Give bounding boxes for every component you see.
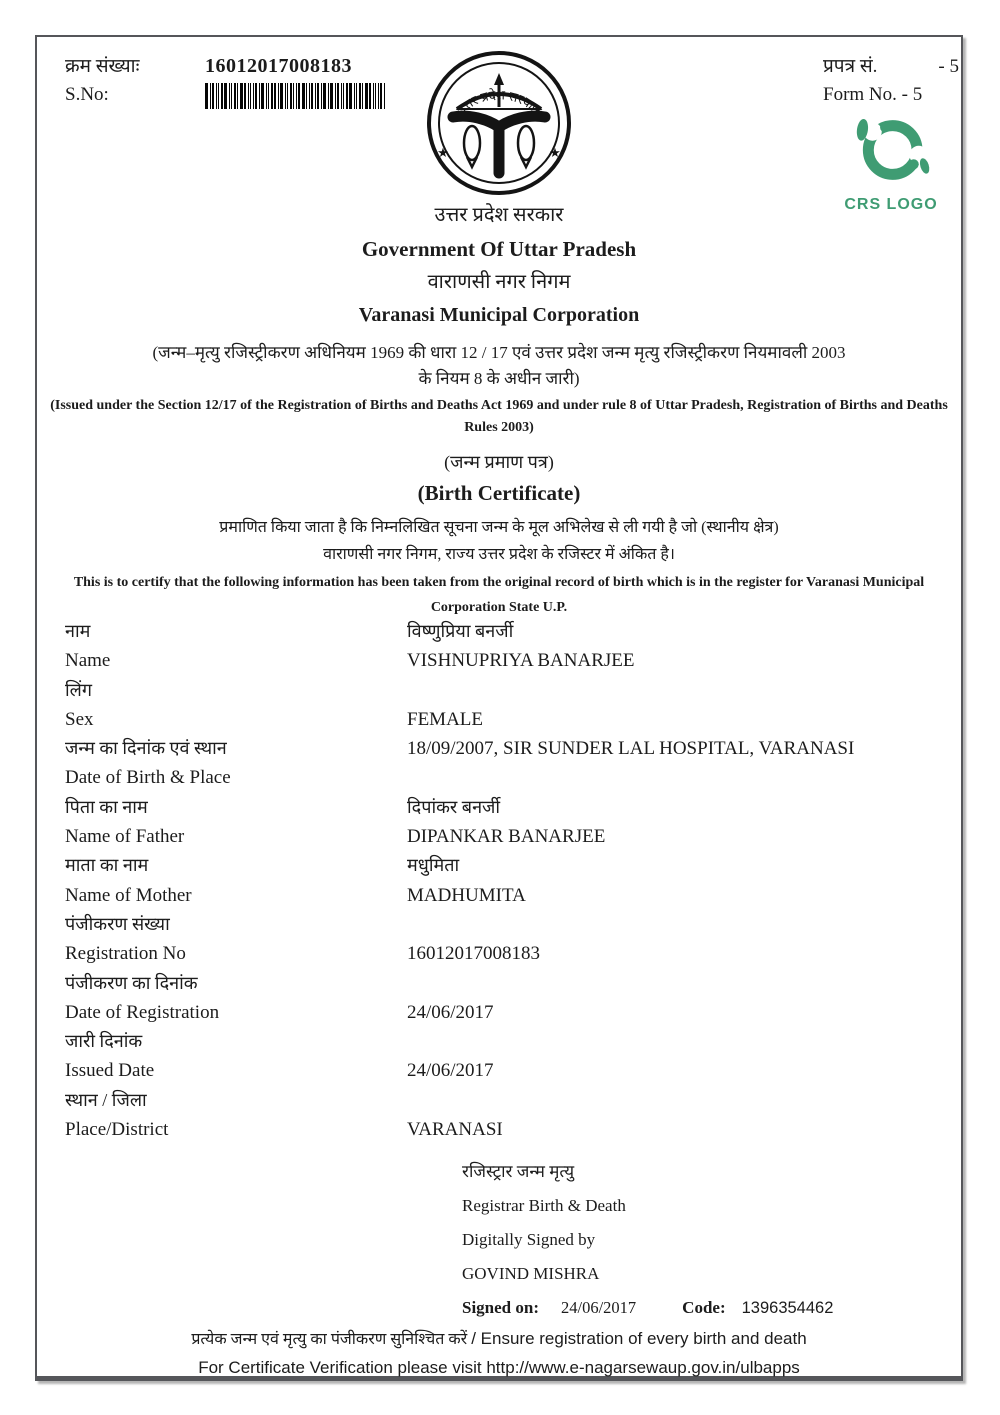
field-value-english-2	[407, 763, 937, 792]
field-label-english: Name	[65, 650, 111, 672]
code-value: 1396354462	[741, 1299, 834, 1317]
field-value-hindi	[407, 910, 937, 939]
signed-on-date: 24/06/2017	[561, 1298, 637, 1317]
field-value-hindi: दिपांकर बनर्जी	[407, 796, 501, 817]
verification-url-line: For Certificate Verification please visit http://www.e-nagarsewaup.gov.in/ulbapps	[198, 1358, 800, 1377]
government-title-hindi: उत्तर प्रदेश सरकार	[434, 204, 564, 226]
field-label-english: Registration No	[65, 943, 186, 965]
certificate-title-english: (Birth Certificate)	[417, 481, 581, 505]
field-label-hindi: पंजीकरण का दिनांक	[65, 972, 198, 993]
field-value-english: 16012017008183	[407, 943, 540, 965]
field-row-registration-date	[65, 969, 937, 1028]
form-no-label-hindi: प्रपत्र सं.	[823, 56, 878, 77]
form-no-english: Form No. - 5	[823, 84, 923, 105]
certify-line2-hindi: वाराणसी नगर निगम, राज्य उत्तर प्रदेश के रजिस्टर में अंकित है।	[323, 546, 675, 563]
field-value-hindi	[407, 676, 937, 705]
field-row-registration-no	[65, 910, 937, 969]
field-label-hindi: पिता का नाम	[65, 796, 148, 817]
ensure-registration-hindi: प्रत्येक जन्म एवं मृत्यु का पंजीकरण सुनिश्चित करें	[191, 1331, 468, 1348]
field-row-sex	[65, 676, 937, 735]
serial-label-english: S.No:	[65, 84, 109, 105]
crs-dot-top	[880, 122, 890, 132]
field-value-hindi: मधुमिता	[407, 855, 460, 876]
municipal-title-english: Varanasi Municipal Corporation	[358, 304, 640, 326]
emblem-arc-text: उत्तर प्रदेश सरकार	[453, 87, 545, 118]
field-row-birth-date-place	[65, 734, 937, 793]
act-line2-hindi: के नियम 8 के अधीन जारी)	[418, 369, 580, 388]
serial-number: 16012017008183	[205, 55, 352, 77]
serial-label-block	[65, 53, 139, 109]
star-right-icon: ★	[549, 145, 561, 160]
code-label: Code:	[682, 1298, 726, 1317]
act-text-english: (Issued under the Section 12/17 of the Registration of Births and Deaths Act 1969 and under rule 8 of Uttar Pradesh, Registration of Births and Deaths Rules 2003)	[50, 398, 948, 435]
field-value-english: MADHUMITA	[407, 884, 526, 906]
field-row-father-name	[65, 793, 937, 852]
signed-on-row	[462, 1291, 833, 1325]
field-value-english: 24/06/2017	[407, 1060, 494, 1082]
field-label-hindi: जारी दिनांक	[65, 1031, 143, 1052]
field-value-english: DIPANKAR BANARJEE	[407, 826, 606, 848]
field-label-hindi: जन्म का दिनांक एवं स्थान	[65, 738, 227, 759]
barcode	[205, 83, 387, 109]
field-label-hindi: स्थान / जिला	[65, 1089, 147, 1110]
registrar-title-hindi: रजिस्ट्रार जन्म मृत्यु	[462, 1162, 575, 1181]
field-label-hindi: लिंग	[65, 679, 92, 700]
field-label-english: Place/District	[65, 1119, 169, 1141]
certify-line1-hindi: प्रमाणित किया जाता है कि निम्नलिखित सूचना जन्म के मूल अभिलेख से ली गयी है जो (स्थानीय क्षेत्र)	[219, 519, 779, 536]
act-line1-hindi: (जन्म–मृत्यु रजिस्ट्रीकरण अधिनियम 1969 की धारा 12 / 17 एवं उत्तर प्रदेश जन्म मृत्यु रजिस्ट्रीकरण नियमावली 2003	[152, 343, 846, 362]
bow-arrow-icon	[457, 73, 541, 109]
field-value-english: 24/06/2017	[407, 1001, 494, 1023]
field-value-english: 18/09/2007, SIR SUNDER LAL HOSPITAL, VARANASI	[407, 738, 855, 760]
crs-logo-icon	[849, 111, 933, 189]
fields-table	[65, 617, 937, 1144]
signed-on-label: Signed on:	[462, 1298, 539, 1317]
field-value-hindi	[407, 1027, 937, 1056]
field-row-issued-date	[65, 1027, 937, 1086]
crs-dot-right	[909, 159, 919, 169]
serial-label-hindi: क्रम संख्याः	[65, 56, 140, 77]
field-value-english: FEMALE	[407, 708, 483, 730]
certify-text-english: This is to certify that the following information has been taken from the original record of birth which is in the register for Varanasi Municipal Corporation State U.P.	[73, 575, 925, 615]
registrar-block	[462, 1155, 833, 1325]
field-value-hindi	[407, 1086, 937, 1115]
fish-left-icon	[464, 126, 480, 167]
field-label-english: Name of Mother	[65, 884, 192, 906]
field-value-hindi: विष्णुप्रिया बनर्जी	[407, 621, 514, 641]
registrar-name: GOVIND MISHRA	[462, 1264, 600, 1283]
form-no-value-hindi: - 5	[938, 56, 959, 77]
field-label-hindi: माता का नाम	[65, 855, 149, 876]
field-value-english: VISHNUPRIYA BANARJEE	[407, 650, 635, 672]
field-label-english: Date of Birth & Place	[65, 767, 231, 789]
field-row-place-district	[65, 1086, 937, 1145]
field-label-hindi: पंजीकरण संख्या	[65, 913, 170, 934]
form-no-block	[823, 53, 959, 109]
birth-certificate-document	[35, 35, 963, 1381]
footer	[37, 1325, 961, 1382]
field-label-english: Date of Registration	[65, 1001, 220, 1023]
ensure-registration-english: / Ensure registration of every birth and death	[471, 1329, 807, 1348]
header-stack	[37, 199, 961, 620]
field-label-english: Issued Date	[65, 1060, 155, 1082]
fish-right-icon	[518, 126, 534, 167]
field-value-english: VARANASI	[407, 1119, 503, 1141]
field-row-name	[65, 617, 937, 676]
field-label-hindi: नाम	[65, 621, 91, 641]
municipal-title-hindi: वाराणसी नगर निगम	[427, 271, 571, 293]
government-title-english: Government Of Uttar Pradesh	[361, 237, 637, 261]
registrar-title-english: Registrar Birth & Death	[462, 1196, 626, 1215]
field-value-hindi	[407, 969, 937, 998]
field-label-english: Sex	[65, 708, 94, 730]
ensure-registration-line	[37, 1325, 961, 1353]
up-government-emblem	[425, 47, 573, 199]
certificate-title-hindi: (जन्म प्रमाण पत्र)	[444, 452, 554, 472]
rivers-confluence-icon	[453, 116, 545, 173]
crs-logo-caption: CRS LOGO	[844, 196, 938, 213]
star-left-icon: ★	[437, 145, 449, 160]
field-label-english: Name of Father	[65, 826, 185, 848]
digitally-signed-label: Digitally Signed by	[462, 1230, 596, 1249]
field-row-mother-name	[65, 851, 937, 910]
